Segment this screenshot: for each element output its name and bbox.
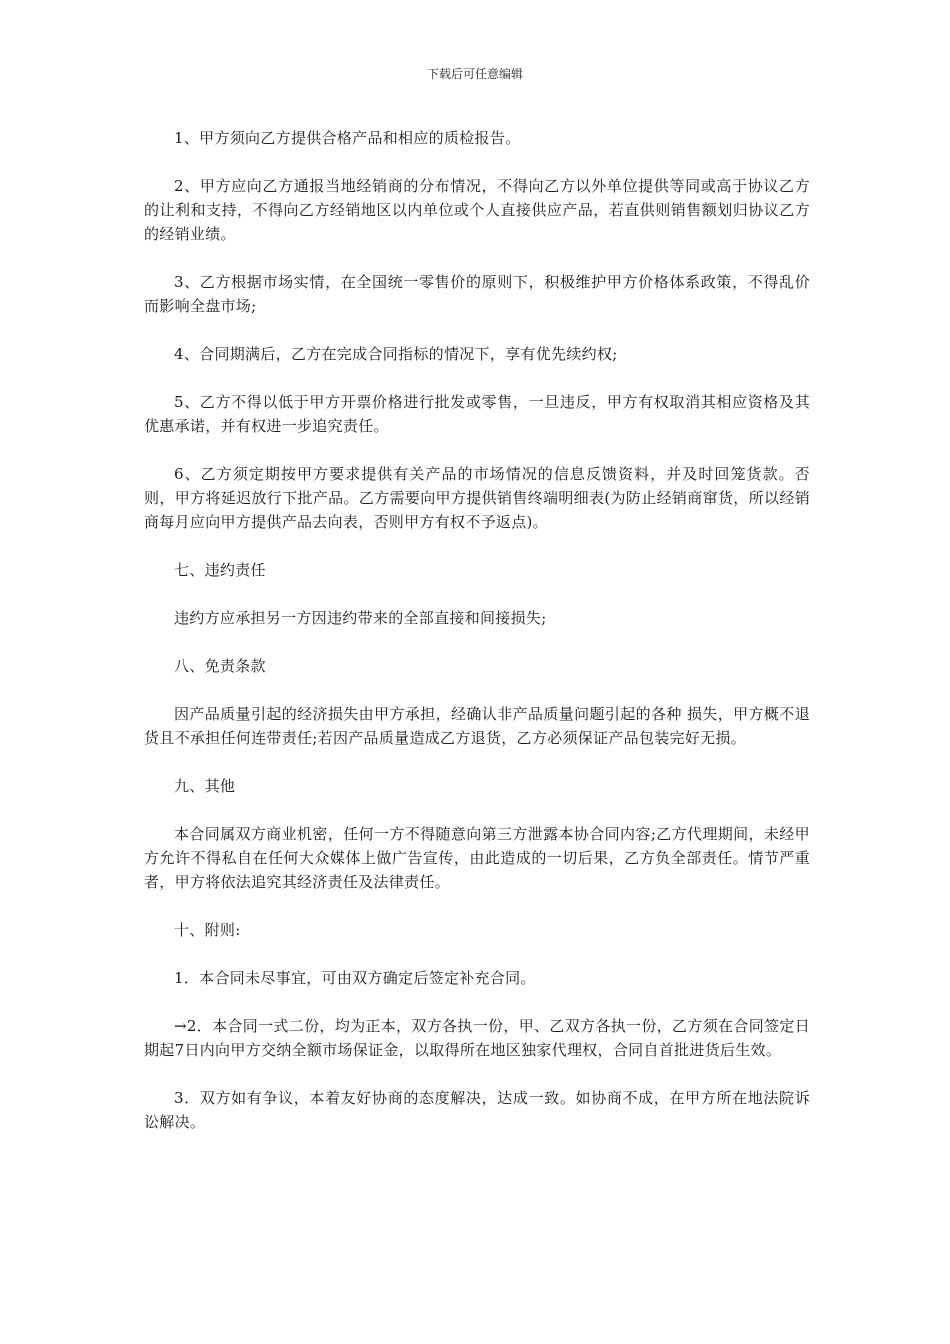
page-header: 下载后可任意编辑 (426, 67, 523, 81)
section-10-heading: 十、附则: (174, 921, 241, 939)
section-7-text: 违约方应承担另一方因违约带来的全部直接和间接损失; (174, 609, 547, 627)
clause-6: 6、乙方须定期按甲方要求提供有关产品的市场情况的信息反馈资料，并及时回笼货款。否则，甲方将延迟放行下批产品。乙方需要向甲方提供销售终端明细表(为防止经销商窜货，所以经销商每月应向甲方提供产品去向表，否则甲方有权不予返点)。 (144, 465, 810, 531)
section-9-text: 本合同属双方商业机密，任何一方不得随意向第三方泄露本协合同内容;乙方代理期间，未经甲方允许不得私自在任何大众媒体上做广告宣传，由此造成的一切后果，乙方负全部责任。情节严重者，甲方将依法追究其经济责任及法律责任。 (144, 825, 810, 891)
section-9-heading: 九、其他 (174, 777, 236, 795)
clause-1: 1、甲方须向乙方提供合格产品和相应的质检报告。 (174, 129, 521, 147)
clause-2: 2、甲方应向乙方通报当地经销商的分布情况，不得向乙方以外单位提供等同或高于协议乙方的让利和支持，不得向乙方经销地区以内单位或个人直接供应产品，若直供则销售额划归协议乙方的经销业绩。 (144, 177, 810, 243)
section-8-text: 因产品质量引起的经济损失由甲方承担，经确认非产品质量问题引起的各种 损失，甲方概不退货且不承担任何连带责任;若因产品质量造成乙方退货，乙方必须保证产品包装完好无损。 (144, 705, 810, 747)
document-body (144, 126, 810, 1158)
section-8-heading: 八、免责条款 (174, 657, 266, 675)
clause-4: 4、合同期满后，乙方在完成合同指标的情况下，享有优先续约权; (174, 345, 618, 363)
section-7-heading: 七、违约责任 (174, 561, 266, 579)
appendix-item-3: 3．双方如有争议，本着友好协商的态度解决，达成一致。如协商不成，在甲方所在地法院诉讼解决。 (144, 1089, 810, 1131)
clause-3: 3、乙方根据市场实情，在全国统一零售价的原则下，积极维护甲方价格体系政策，不得乱价而影响全盘市场; (144, 273, 810, 315)
clause-5: 5、乙方不得以低于甲方开票价格进行批发或零售，一旦违反，甲方有权取消其相应资格及其优惠承诺，并有权进一步追究责任。 (144, 393, 810, 435)
appendix-item-1: 1．本合同未尽事宜，可由双方确定后签定补充合同。 (174, 969, 536, 987)
appendix-item-2: →2．本合同一式二份，均为正本，双方各执一份，甲、乙双方各执一份，乙方须在合同签定日期起7日内向甲方交纳全额市场保证金，以取得所在地区独家代理权，合同自首批进货后生效。 (144, 1017, 810, 1059)
